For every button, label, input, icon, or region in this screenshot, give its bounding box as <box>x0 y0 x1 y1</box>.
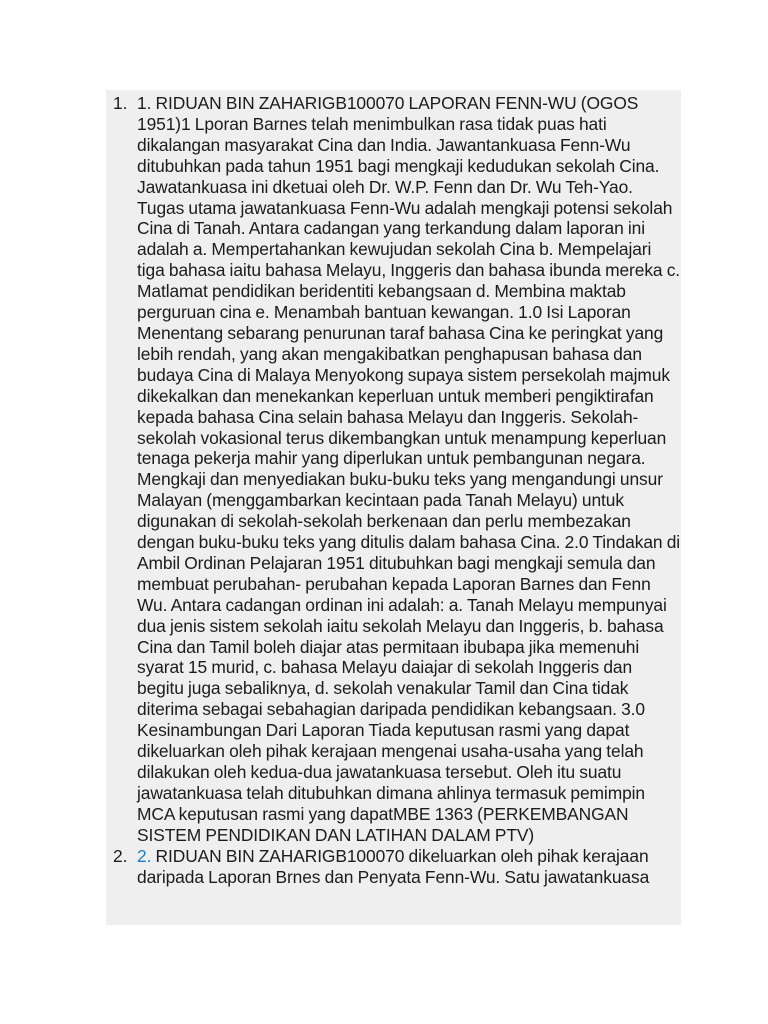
list-item <box>106 846 681 888</box>
list-item-text: RIDUAN BIN ZAHARIGB100070 LAPORAN FENN-WU (OGOS 1951)1 Lporan Barnes telah menimbulkan rasa tidak puas hati dikalangan masyarakat Cina dan India. Jawantankuasa Fenn-Wu ditubuhkan pada tahun 1951 bagi mengkaji kedudukan sekolah Cina. Jawatankuasa ini dketuai oleh Dr. W.P. Fenn dan Dr. Wu Teh-Yao. Tugas utama jawatankuasa Fenn-Wu adalah mengkaji potensi sekolah Cina di Tanah. Antara cadangan yang terkandung dalam laporan ini adalah a. Mempertahankan kewujudan sekolah Cina b. Mempelajari tiga bahasa iaitu bahasa Melayu, Inggeris dan bahasa ibunda mereka c. Matlamat pendidikan beridentiti kebangsaan d. Membina maktab perguruan cina e. Menambah bantuan kewangan. 1.0 Isi Laporan Menentang sebarang penurunan taraf bahasa Cina ke peringkat yang lebih rendah, yang akan mengakibatkan penghapusan bahasa dan budaya Cina di Malaya Menyokong supaya sistem persekolah majmuk dikekalkan dan menekankan keperluan untuk memberi pengiktirafan kepada bahasa Cina selain bahasa Melayu dan Inggeris. Sekolah-sekolah vokasional terus dikembangkan untuk menampung keperluan tenaga pekerja mahir yang diperlukan untuk pembangunan negara. Mengkaji dan menyediakan buku-buku teks yang mengandungi unsur Malayan (menggambarkan kecintaan pada Tanah Melayu) untuk digunakan di sekolah-sekolah berkenaan dan perlu membezakan dengan buku-buku teks yang ditulis dalam bahasa Cina. 2.0 Tindakan di Ambil Ordinan Pelajaran 1951 ditubuhkan bagi mengkaji semula dan membuat perubahan- perubahan kepada Laporan Barnes dan Fenn Wu. Antara cadangan ordinan ini adalah: a. Tanah Melayu mempunyai dua jenis sistem sekolah iaitu sekolah Melayu dan Inggeris, b. bahasa Cina dan Tamil boleh diajar atas permitaan ibubapa jika memenuhi syarat 15 murid, c. bahasa Melayu daiajar di sekolah Inggeris dan begitu juga sebaliknya, d. sekolah venakular Tamil dan Cina tidak diterima sebagai sebahagian daripada pendidikan kebangsaan. 3.0 Kesinambungan Dari Laporan Tiada keputusan rasmi yang dapat dikeluarkan oleh pihak kerajaan mengenai usaha-usaha yang telah dilakukan oleh kedua-dua jawatankuasa tersebut. Oleh itu suatu jawatankuasa telah ditubuhkan dimana ahlinya termasuk pemimpin MCA keputusan rasmi yang dapatMBE 1363 (PERKEMBANGAN SISTEM PENDIDIKAN DAN LATIHAN DALAM PTV) <box>137 93 681 845</box>
text-panel <box>106 90 681 925</box>
list-item-number: 2. <box>113 845 128 866</box>
item-prefix: 1. <box>137 93 152 113</box>
list-item <box>106 93 681 846</box>
ordered-list <box>106 93 681 887</box>
list-item-text: RIDUAN BIN ZAHARIGB100070 dikeluarkan oleh pihak kerajaan daripada Laporan Brnes dan Penyata Fenn-Wu. Satu jawatankuasa <box>137 845 650 887</box>
list-item-number: 1. <box>113 93 128 113</box>
item-number-link[interactable]: 2. <box>137 845 152 866</box>
